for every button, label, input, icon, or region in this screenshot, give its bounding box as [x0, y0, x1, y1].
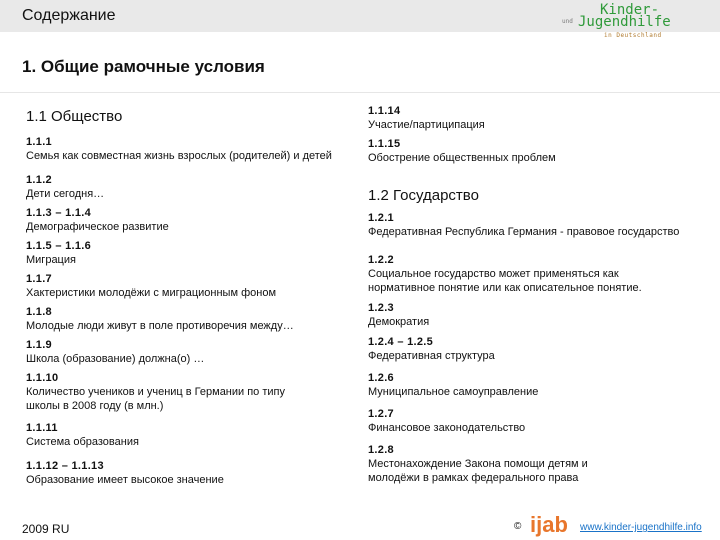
toc-item-text: Количество учеников и учениц в Германии по типу школы в 2008 году (в млн.) — [26, 386, 285, 412]
toc-item — [26, 135, 366, 163]
toc-item — [26, 421, 366, 449]
toc-item — [26, 272, 366, 300]
toc-item — [26, 459, 366, 487]
toc-item-number: 1.1.1 — [26, 136, 52, 148]
section-heading-society: 1.1 Общество — [26, 108, 123, 125]
toc-item — [368, 137, 718, 165]
toc-item — [368, 371, 718, 399]
toc-item — [368, 211, 718, 239]
ijab-logo — [528, 508, 572, 538]
toc-item-text: Дети сегодня… — [26, 188, 105, 200]
toc-item-number: 1.1.9 — [26, 339, 52, 351]
website-link[interactable]: www.kinder-jugendhilfe.info — [580, 522, 702, 533]
toc-item-text: Система образования — [26, 436, 139, 448]
copyright-icon: © — [514, 521, 522, 532]
toc-item-text: Образование имеет высокое значение — [26, 474, 224, 486]
ijab-logo-text: ijab — [530, 512, 568, 537]
toc-item-number: 1.1.12 – 1.1.13 — [26, 460, 104, 472]
toc-item — [368, 104, 718, 132]
toc-item-text: Школа (образование) должна(о) … — [26, 353, 205, 365]
toc-item-number: 1.2.4 – 1.2.5 — [368, 336, 434, 348]
toc-item-number: 1.1.14 — [368, 105, 401, 117]
toc-item — [368, 301, 718, 329]
toc-item-text: Миграция — [26, 254, 76, 266]
toc-item-number: 1.1.10 — [26, 372, 59, 384]
toc-item — [26, 371, 366, 413]
toc-item — [26, 338, 366, 366]
title-divider — [0, 92, 720, 93]
logo-line-in-deutschland: in Deutschland — [604, 32, 662, 39]
toc-item-number: 1.1.8 — [26, 306, 52, 318]
page-title: 1. Общие рамочные условия — [22, 57, 265, 76]
toc-item-text: Финансовое законодательство — [368, 422, 526, 434]
toc-item-number: 1.2.7 — [368, 408, 394, 420]
toc-item-number: 1.2.3 — [368, 302, 394, 314]
toc-item-text: Демократия — [368, 316, 430, 328]
toc-item — [368, 443, 718, 485]
header-title: Содержание — [22, 7, 116, 24]
toc-item — [26, 206, 366, 234]
toc-item-number: 1.1.2 — [26, 174, 52, 186]
toc-item-text: Местонахождение Закона помощи детям и молодёжи в рамках федерального права — [368, 458, 588, 484]
toc-item — [26, 173, 366, 201]
toc-item-text: Федеративная структура — [368, 350, 495, 362]
logo-line-kinder: Kinder- — [600, 2, 660, 18]
toc-item-number: 1.1.5 – 1.1.6 — [26, 240, 92, 252]
logo-und: und — [562, 18, 573, 25]
toc-item-text: Молодые люди живут в поле противоречия между… — [26, 320, 294, 332]
toc-item-number: 1.2.8 — [368, 444, 394, 456]
footer-year: 2009 RU — [22, 522, 70, 536]
toc-item-number: 1.1.15 — [368, 138, 401, 150]
toc-item-text: Федеративная Республика Германия - правовое государство — [368, 226, 680, 238]
toc-item-text: Обострение общественных проблем — [368, 152, 556, 164]
toc-item-text: Участие/партиципация — [368, 119, 485, 131]
toc-item — [26, 305, 366, 333]
toc-item-text: Социальное государство может применяться как нормативное понятие или как описательное понятие. — [368, 268, 642, 294]
toc-item — [368, 407, 718, 435]
logo-line-jugendhilfe: Jugendhilfe — [578, 14, 671, 30]
toc-item — [26, 239, 366, 267]
toc-item — [368, 253, 718, 295]
toc-item-number: 1.1.3 – 1.1.4 — [26, 207, 92, 219]
kinder-jugendhilfe-logo — [560, 2, 680, 38]
toc-item — [368, 335, 718, 363]
toc-item-number: 1.2.1 — [368, 212, 394, 224]
toc-item-text: Муниципальное самоуправление — [368, 386, 539, 398]
toc-item-number: 1.2.2 — [368, 254, 394, 266]
toc-item-text: Семья как совместная жизнь взрослых (родителей) и детей — [26, 150, 332, 162]
toc-item-text: Демографическое развитие — [26, 221, 169, 233]
toc-item-text: Хактеристики молодёжи с миграционным фоном — [26, 287, 277, 299]
section-heading-state: 1.2 Государство — [368, 187, 479, 204]
toc-item-number: 1.2.6 — [368, 372, 394, 384]
toc-item-number: 1.1.7 — [26, 273, 52, 285]
toc-item-number: 1.1.11 — [26, 422, 58, 434]
right-column — [368, 104, 718, 485]
left-column — [26, 108, 366, 487]
